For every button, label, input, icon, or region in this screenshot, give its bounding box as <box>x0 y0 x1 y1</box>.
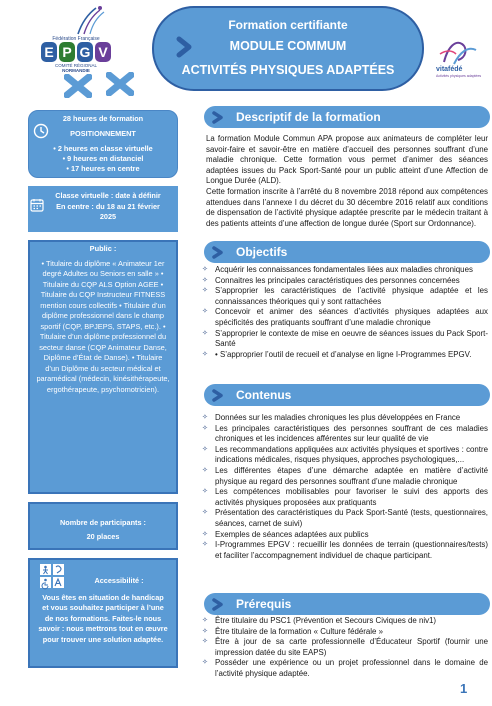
accessibility-box <box>28 558 178 668</box>
clock-icon <box>33 123 49 139</box>
positioning-label: POSITIONNEMENT <box>70 129 136 138</box>
public-title: Public : <box>89 244 117 253</box>
hours-list <box>29 144 177 175</box>
schedule-line-1: Classe virtuelle : date à définir <box>55 191 161 200</box>
title-line-3: ACTIVITÉS PHYSIQUES ADAPTÉES <box>181 63 395 77</box>
chevron-right-icon <box>176 36 194 58</box>
schedule-line-3: 2025 <box>99 212 117 222</box>
vitafede-name: vitafédé <box>436 66 463 73</box>
page-number: 1 <box>460 681 468 696</box>
list-item: ✧ S’approprier les caractéristiques de l’activité physique adaptée et les connaissances théoriques qui y sont rattachées <box>202 286 488 307</box>
list-item: ✧ Connaitres les principales caractéristiques des personnes concernées <box>202 276 488 287</box>
gymnast-figure-icon <box>26 4 126 38</box>
list-item: ✧ S’approprier le contexte de mise en oeuvre de séances issues du Pack Sport-Santé <box>202 329 488 350</box>
chevron-right-icon <box>211 598 225 611</box>
hours-title: 28 heures de formation <box>62 114 144 123</box>
decorative-x-icon <box>64 74 92 98</box>
epgv-logo <box>26 4 126 76</box>
list-item: ✧ Concevoir et animer des séances d’activités physiques adaptées aux spécificités des pratiquants souffrant d’une maladie chronique <box>202 307 488 328</box>
participants-box <box>28 502 178 550</box>
description-text <box>206 134 488 229</box>
hours-box <box>28 110 178 178</box>
list-item: ✧ Posséder une expérience ou un projet professionnel dans le domaine de l’activité physique adaptée. <box>202 658 488 679</box>
description-paragraph-2: Cette formation inscrite à l’arrêté du 8 novembre 2018 répond aux compétences attendues dans l’annexe I du décret du 30 décembre 2016 relatif aux conditions de dispensation de l’activité physique adaptée prescrite par le médecin traitant à des patients atteints d’une affection de longue durée (Sport sur Ordonnance). <box>206 186 488 228</box>
prerequis-list <box>202 616 488 680</box>
objectifs-list <box>202 265 488 360</box>
title-banner <box>152 6 424 91</box>
description-paragraph-1: La formation Module Commun APA propose aux animateurs de compléter leur savoir-faire et savoir-être en matière d’accueil des personnes souffrant d’une maladie chronique. Cette formation vous permet d’animer des séances adaptées issues du Pack Sport-Santé pour un public atteint d’une Affection de Longue Durée (ALD). <box>206 134 488 186</box>
schedule-box <box>28 186 178 232</box>
vitafede-logo <box>432 36 488 84</box>
section-header-contenus <box>204 384 490 406</box>
section-title: Contenus <box>236 388 292 402</box>
list-item: ✧ • S’approprier l’outil de recueil et d’analyse en ligne I-Programmes EPGV. <box>202 350 488 361</box>
schedule-line-2: En centre : du 18 au 21 février <box>56 201 160 211</box>
section-title: Descriptif de la formation <box>236 110 381 124</box>
list-item: • 9 heures en distanciel <box>29 154 177 164</box>
brand-letter: G <box>77 42 93 62</box>
vitafede-subtitle: Activités physiques adaptées <box>436 74 482 78</box>
list-item: ✧ I-Programmes EPGV : recueillir les données de terrain (questionnaires/tests) et faciliter l’accompagnement individuel de chaque participant. <box>202 540 488 561</box>
title-line-1: Formation certifiante <box>228 18 348 32</box>
brand-letter: V <box>95 42 111 62</box>
section-header-objectifs <box>204 241 490 263</box>
epgv-letters <box>40 42 112 62</box>
list-item: • 17 heures en centre <box>29 164 177 174</box>
list-item: ✧ Les recommandations appliquées aux activités physiques et sportives : contre indications médicales, risques physiques, approches psychologiques,... <box>202 445 488 466</box>
region-line-2: NORMANDIE <box>62 67 90 73</box>
section-title: Objectifs <box>236 245 288 259</box>
public-body: • Titulaire du diplôme « Animateur 1er degré Adultes ou Seniors en salle » • Titulaire du CQP ALS Option AGEE • Titulaire du CQP Instructeur FITNESS mention cours collectifs • Titulaire d’un diplôme professionnel dans le champ sportif (CQP, BPJEPS, STAPS, etc.). • Titulaire d’un diplôme professionnel du secteur danse (CQP Animateur Danse, Diplôme d’État de Danse). • Titulaire d’un Diplôme du secteur médical et paramédical (médecin, kinésithérapeute, ergothérapeute, psychomotricien). <box>36 258 170 394</box>
participants-value: 20 places <box>86 531 120 541</box>
section-title: Prérequis <box>236 597 292 611</box>
region-line-1: COMITÉ RÉGIONAL <box>54 63 97 68</box>
list-item: ✧ Les compétences mobilisables pour favoriser le suivi des apports des activités physiques proposées aux pratiquants <box>202 487 488 508</box>
decorative-x-icon <box>106 72 134 96</box>
accessibility-icons <box>40 564 64 590</box>
vitafede-figure-icon <box>432 36 488 66</box>
calendar-icon <box>30 198 44 212</box>
section-header-description <box>204 106 490 128</box>
title-line-2: MODULE COMMUM <box>229 39 347 53</box>
list-item: ✧ Les principales caractéristiques des personnes souffrant de ces maladies chroniques et les incidences afférentes sur leur qualité de vie <box>202 424 488 445</box>
accessibility-title: Accessibilité : <box>94 576 144 585</box>
list-item: ✧ Présentation des caractéristiques du Pack Sport-Santé (tests, questionnaires, séances, carnet de suivi) <box>202 508 488 529</box>
federation-label: Fédération Française <box>52 36 100 42</box>
list-item: ✧ Acquérir les connaissances fondamentales liées aux maladies chroniques <box>202 265 488 276</box>
list-item: ✧ Être titulaire de la formation « Culture fédérale » <box>202 627 488 638</box>
contenus-list <box>202 413 488 561</box>
participants-title: Nombre de participants : <box>60 518 146 527</box>
public-box <box>28 240 178 494</box>
list-item: ✧ Exemples de séances adaptées aux publics <box>202 530 488 541</box>
list-item: • 2 heures en classe virtuelle <box>29 144 177 154</box>
chevron-right-icon <box>211 389 225 402</box>
section-header-prerequis <box>204 593 490 615</box>
list-item: ✧ Être titulaire du PSC1 (Prévention et Secours Civiques de niv1) <box>202 616 488 627</box>
chevron-right-icon <box>211 111 225 124</box>
accessibility-body: Vous êtes en situation de handicap et vous souhaitez participer à l’une de nos formations. Faites-le nous savoir : nous mettrons tout en œuvre pour trouver une solution adaptée. <box>38 592 168 644</box>
list-item: ✧ Être à jour de sa carte professionnelle d’Éducateur Sportif (fournir une impression datée du site EAPS) <box>202 637 488 658</box>
brand-letter: E <box>41 42 57 62</box>
list-item: ✧ Les différentes étapes d’une démarche adaptée en matière d’activité physique au regard des personnes souffrant d’une maladie chronique <box>202 466 488 487</box>
chevron-right-icon <box>211 246 225 259</box>
list-item: ✧ Données sur les maladies chroniques les plus développées en France <box>202 413 488 424</box>
brand-letter: P <box>59 42 75 62</box>
